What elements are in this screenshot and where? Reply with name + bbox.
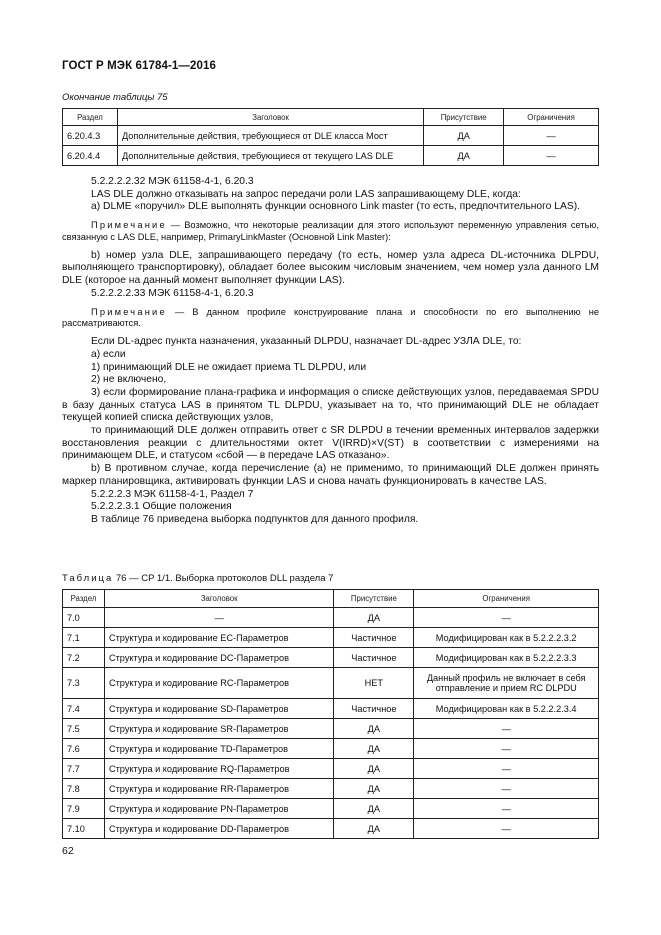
paragraph: b) номер узла DLE, запрашивающего передачу (то есть, номер узла адреса DL-источника DLPDU, выполняющего транспортировку), обладает более высоким числовым значением, чем номер узла данного LM DLE (которое на данный момент выполняет функции LAS). — [62, 249, 599, 287]
table-cell: ДА — [424, 146, 504, 166]
body-text — [62, 176, 599, 527]
column-header: Присутствие — [334, 590, 414, 608]
table-cell: 7.8 — [63, 779, 105, 799]
column-header: Раздел — [63, 590, 105, 608]
note — [62, 220, 599, 244]
table-cell: — — [414, 759, 599, 779]
paragraph: LAS DLE должно отказывать на запрос передачи роли LAS запрашивающему DLE, когда: — [91, 188, 521, 200]
table-cell: 7.3 — [63, 668, 105, 699]
table-cell: 7.2 — [63, 648, 105, 668]
table-cell: ДА — [334, 719, 414, 739]
table-cell: Модифицирован как в 5.2.2.2.3.4 — [414, 699, 599, 719]
table-cell: — — [504, 126, 599, 146]
table-cell: Структура и кодирование EC-Параметров — [104, 628, 333, 648]
table-76 — [62, 589, 599, 839]
table-caption-text: 76 — CP 1/1. Выборка протоколов DLL раздела 7 — [113, 573, 334, 584]
table-cell: Структура и кодирование RC-Параметров — [104, 668, 333, 699]
table-cell: — — [414, 799, 599, 819]
table-cell: Структура и кодирование PN-Параметров — [104, 799, 333, 819]
table-cell: — — [104, 608, 333, 628]
table-cell: — — [414, 739, 599, 759]
note — [62, 307, 599, 331]
clause-number: 5.2.2.2.3 МЭК 61158-4-1, Раздел 7 — [91, 488, 254, 500]
table-cell: 7.10 — [63, 819, 105, 839]
table-cell: Структура и кодирование RQ-Параметров — [104, 759, 333, 779]
table-cell: ДА — [334, 759, 414, 779]
table-cell: — — [414, 819, 599, 839]
note-label: Примечание — [91, 220, 167, 231]
note-text: — Возможно, что некоторые реализации для этого используют переменную управления сетью, связанную с LAS DLE, например, PrimaryLinkMaster (Основной Link Master): — [62, 220, 599, 242]
column-header: Присутствие — [424, 109, 504, 126]
table-row — [63, 759, 599, 779]
paragraph: a) DLME «поручил» DLE выполнять функции основного Link master (то есть, предпочтительного LAS). — [91, 201, 581, 213]
table-row — [63, 608, 599, 628]
table-row — [63, 146, 599, 166]
paragraph: a) если — [91, 348, 126, 360]
table-cell: Структура и кодирование DD-Параметров — [104, 819, 333, 839]
note-label: Примечание — [91, 306, 167, 317]
column-header: Ограничения — [504, 109, 599, 126]
table-cell: Структура и кодирование DC-Параметров — [104, 648, 333, 668]
table-row — [63, 699, 599, 719]
table-header-row — [63, 590, 599, 608]
table-row — [63, 779, 599, 799]
table-cell: Частичное — [334, 699, 414, 719]
table-cell: Частичное — [334, 648, 414, 668]
table-cell: Структура и кодирование RR-Параметров — [104, 779, 333, 799]
table-row — [63, 628, 599, 648]
table-cell: Дополнительные действия, требующиеся от DLE класса Мост — [117, 126, 423, 146]
table-cell: Данный профиль не включает в себя отправление и прием RC DLPDU — [414, 668, 599, 699]
table-cell: 7.9 — [63, 799, 105, 819]
table-cell: Дополнительные действия, требующиеся от текущего LAS DLE — [117, 146, 423, 166]
table-row — [63, 668, 599, 699]
table-cell: Структура и кодирование TD-Параметров — [104, 739, 333, 759]
table-cell: 7.6 — [63, 739, 105, 759]
table-cell: ДА — [334, 779, 414, 799]
column-header: Заголовок — [117, 109, 423, 126]
table-cell: ДА — [334, 608, 414, 628]
table-cell: ДА — [424, 126, 504, 146]
table-cell: 7.1 — [63, 628, 105, 648]
paragraph: 1) принимающий DLE не ожидает приема TL DLPDU, или — [91, 361, 367, 373]
table-cell: 7.5 — [63, 719, 105, 739]
table-header-row — [63, 109, 599, 126]
table-cell: ДА — [334, 739, 414, 759]
table-cell: 7.7 — [63, 759, 105, 779]
paragraph: В таблице 76 приведена выборка подпунктов для данного профиля. — [91, 513, 419, 525]
table-cell: Модифицирован как в 5.2.2.2.3.2 — [414, 628, 599, 648]
paragraph: 3) если формирование плана-графика и информация о списке действующих узлов, передаваемая SPDU в базу данных статуса LAS в принятом TL DLPDU, указывает на то, что принимающий DLE не обладает текущей копией списка действующих узлов, — [62, 386, 599, 424]
paragraph: Если DL-адрес пункта назначения, указанный DLPDU, назначает DL-адрес УЗЛА DLE, то: — [91, 336, 522, 348]
clause-number: 5.2.2.2.2.33 МЭК 61158-4-1, 6.20.3 — [91, 287, 254, 299]
paragraph: 2) не включено, — [91, 374, 167, 386]
table-cell: ДА — [334, 799, 414, 819]
table-cell: Структура и кодирование SD-Параметров — [104, 699, 333, 719]
table-cell: — — [414, 719, 599, 739]
clause-number: 5.2.2.2.2.32 МЭК 61158-4-1, 6.20.3 — [91, 176, 254, 187]
table75-caption: Окончание таблицы 75 — [62, 92, 168, 103]
clause-number: 5.2.2.2.3.1 Общие положения — [91, 501, 232, 513]
paragraph: b) В противном случае, когда перечисление (a) не применимо, то принимающий DLE должен принять маркер планировщика, активировать функции LAS и снова начать функционировать в качестве LAS. — [62, 463, 599, 487]
note-text: — В данном профиле конструирование плана и способности по его выполнению не рассматриваются. — [62, 306, 599, 329]
table-75 — [62, 108, 599, 166]
table-row — [63, 719, 599, 739]
paragraph: то принимающий DLE должен отправить ответ с SR DLPDU в течении временных интервалов задержки восстановления реакции с длительностями октет V(IRRD)×V(ST) в соответствии с измерениями на принимающем DLE, и статусом «сбой — в передаче LAS отказано». — [62, 425, 599, 462]
table-row — [63, 819, 599, 839]
column-header: Раздел — [63, 109, 118, 126]
table-cell: Частичное — [334, 628, 414, 648]
table-cell: 7.4 — [63, 699, 105, 719]
table-cell: 6.20.4.3 — [63, 126, 118, 146]
column-header: Ограничения — [414, 590, 599, 608]
table-row — [63, 126, 599, 146]
table-cell: ДА — [334, 819, 414, 839]
column-header: Заголовок — [104, 590, 333, 608]
table-cell: Структура и кодирование SR-Параметров — [104, 719, 333, 739]
table-row — [63, 799, 599, 819]
table-cell: — — [414, 608, 599, 628]
table76-caption — [62, 573, 333, 584]
table-cell: — — [504, 146, 599, 166]
table-cell: — — [414, 779, 599, 799]
document-header: ГОСТ Р МЭК 61784-1—2016 — [62, 60, 216, 72]
table-cell: Модифицирован как в 5.2.2.2.3.3 — [414, 648, 599, 668]
table-row — [63, 739, 599, 759]
table-cell: 6.20.4.4 — [63, 146, 118, 166]
table-cell: 7.0 — [63, 608, 105, 628]
table-row — [63, 648, 599, 668]
table-cell: НЕТ — [334, 668, 414, 699]
table-caption-label: Таблица — [62, 573, 114, 584]
page-number: 62 — [62, 845, 74, 857]
